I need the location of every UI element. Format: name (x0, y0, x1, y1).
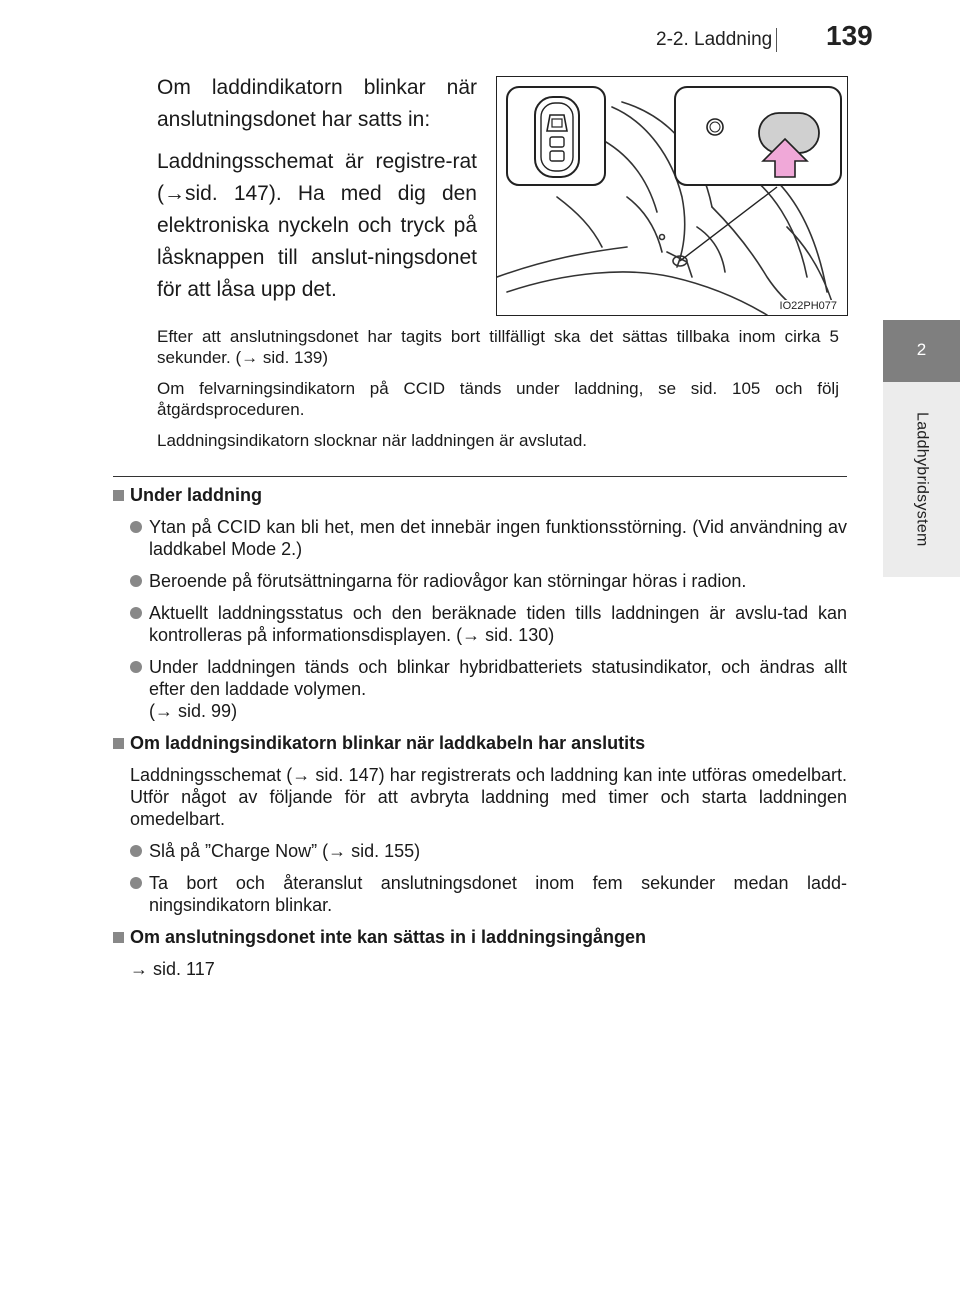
bullet-dot-icon (130, 521, 142, 533)
note-item: Om felvarningsindikatorn på CCID tänds under laddning, se sid. 105 och följ åtgärdsproceduren. (157, 379, 839, 419)
intro-condition: Om laddindikatorn blinkar när anslutningsdonet har satts in: (157, 76, 477, 131)
list-item-text: Slå på ”Charge Now” ( (149, 841, 329, 861)
chapter-tab (883, 320, 960, 382)
arrow-icon: → (155, 701, 179, 721)
list-item (113, 840, 847, 862)
note-item (157, 326, 839, 368)
section-heading-text: Om laddningsindikatorn blinkar när laddkabeln har anslutits (130, 733, 646, 753)
arrow-icon: → (462, 625, 486, 645)
body-content (113, 484, 847, 990)
arrow-icon: → (328, 841, 352, 861)
figure-code: IO22PH077 (779, 300, 837, 312)
list-item-text-end: ) (414, 841, 421, 861)
notes-block (157, 326, 839, 461)
bullet-dot-icon (130, 877, 142, 889)
note-item: Laddningsindikatorn slocknar när laddningen är avslutad. (157, 431, 588, 450)
list-item (113, 656, 847, 722)
charging-connector-illustration (496, 76, 848, 316)
section-heading-text: Under laddning (130, 485, 262, 505)
header-divider (776, 28, 777, 52)
page-ref[interactable]: sid. 117 (153, 959, 215, 979)
section-divider (113, 476, 847, 477)
connector-drawing (497, 77, 848, 316)
running-header-section: 2-2. Laddning (656, 29, 773, 50)
intro-instruction-b: ). Ha med dig den elektroniska nyckeln och tryck på låsknappen till anslut-ningsdonet för att låsa upp det. (157, 182, 477, 301)
bullet-dot-icon (130, 575, 142, 587)
section-heading (113, 732, 847, 754)
section-heading (113, 484, 847, 506)
page-number: 139 (826, 20, 873, 51)
page-ref[interactable]: sid. 155 (351, 841, 415, 861)
square-bullet-icon (113, 490, 124, 501)
page-ref[interactable]: sid. 130 (485, 625, 549, 645)
intro-instruction-a: Laddningsschemat är registre-rat ( (157, 150, 477, 205)
list-item-text: Under laddningen tänds och blinkar hybridbatteriets statusindikator, och ändras allt efter den laddade volymen. (149, 657, 847, 699)
paragraph-text-end: ) har registrerats och laddning kan inte utföras omedelbart. Utför något av följande för att avbryta laddning med timer och starta laddningen omedelbart. (130, 765, 847, 829)
arrow-icon: → (241, 348, 263, 367)
bullet-dot-icon (130, 661, 142, 673)
list-item (113, 570, 847, 592)
list-item-text: Ta bort och återanslut anslutningsdonet inom fem sekunder medan ladd-ningsindikatorn blinkar. (149, 873, 847, 915)
list-item (113, 602, 847, 646)
intro-text (157, 72, 477, 316)
section-paragraph (113, 958, 847, 980)
ref-paren-close: ) (231, 701, 238, 721)
section-paragraph (113, 764, 847, 830)
list-item (113, 516, 847, 560)
page-ref[interactable]: sid. 139 (262, 348, 323, 367)
page-ref[interactable]: sid. 147 (315, 765, 379, 785)
arrow-icon: → (164, 182, 185, 205)
paragraph-text: Laddningsschemat ( (130, 765, 293, 785)
ref-paren-open: ( (149, 701, 155, 721)
list-item-text: Beroende på förutsättningarna för radiovågor kan störningar höras i radion. (149, 571, 747, 591)
list-item-text: Ytan på CCID kan bli het, men det innebär ingen funktionsstörning. (Vid användning av laddkabel Mode 2.) (149, 517, 847, 559)
intro-instruction (157, 146, 477, 306)
bullet-dot-icon (130, 607, 142, 619)
section-heading-text: Om anslutningsdonet inte kan sättas in i laddningsingången (130, 927, 647, 947)
section-heading (113, 926, 847, 948)
note-text: Efter att anslutningsdonet har tagits bort tillfälligt ska det sättas tillbaka inom cirka 5 sekunder. ( (157, 327, 839, 367)
list-item-text-end: ) (548, 625, 555, 645)
square-bullet-icon (113, 738, 124, 749)
bullet-dot-icon (130, 845, 142, 857)
page-ref[interactable]: sid. 147 (185, 182, 269, 205)
chapter-label: Laddhybridsystem (883, 382, 960, 577)
arrow-icon: → (130, 959, 154, 979)
chapter-number: 2 (916, 340, 927, 359)
list-item (113, 872, 847, 916)
note-text-end: ) (322, 348, 329, 367)
arrow-icon: → (292, 765, 316, 785)
list-item-text: Aktuellt laddningsstatus och den beräknade tiden tills laddningen är avslu-tad kan kontrolleras på informationsdisplayen. ( (149, 603, 847, 645)
square-bullet-icon (113, 932, 124, 943)
page-ref[interactable]: sid. 99 (178, 701, 232, 721)
